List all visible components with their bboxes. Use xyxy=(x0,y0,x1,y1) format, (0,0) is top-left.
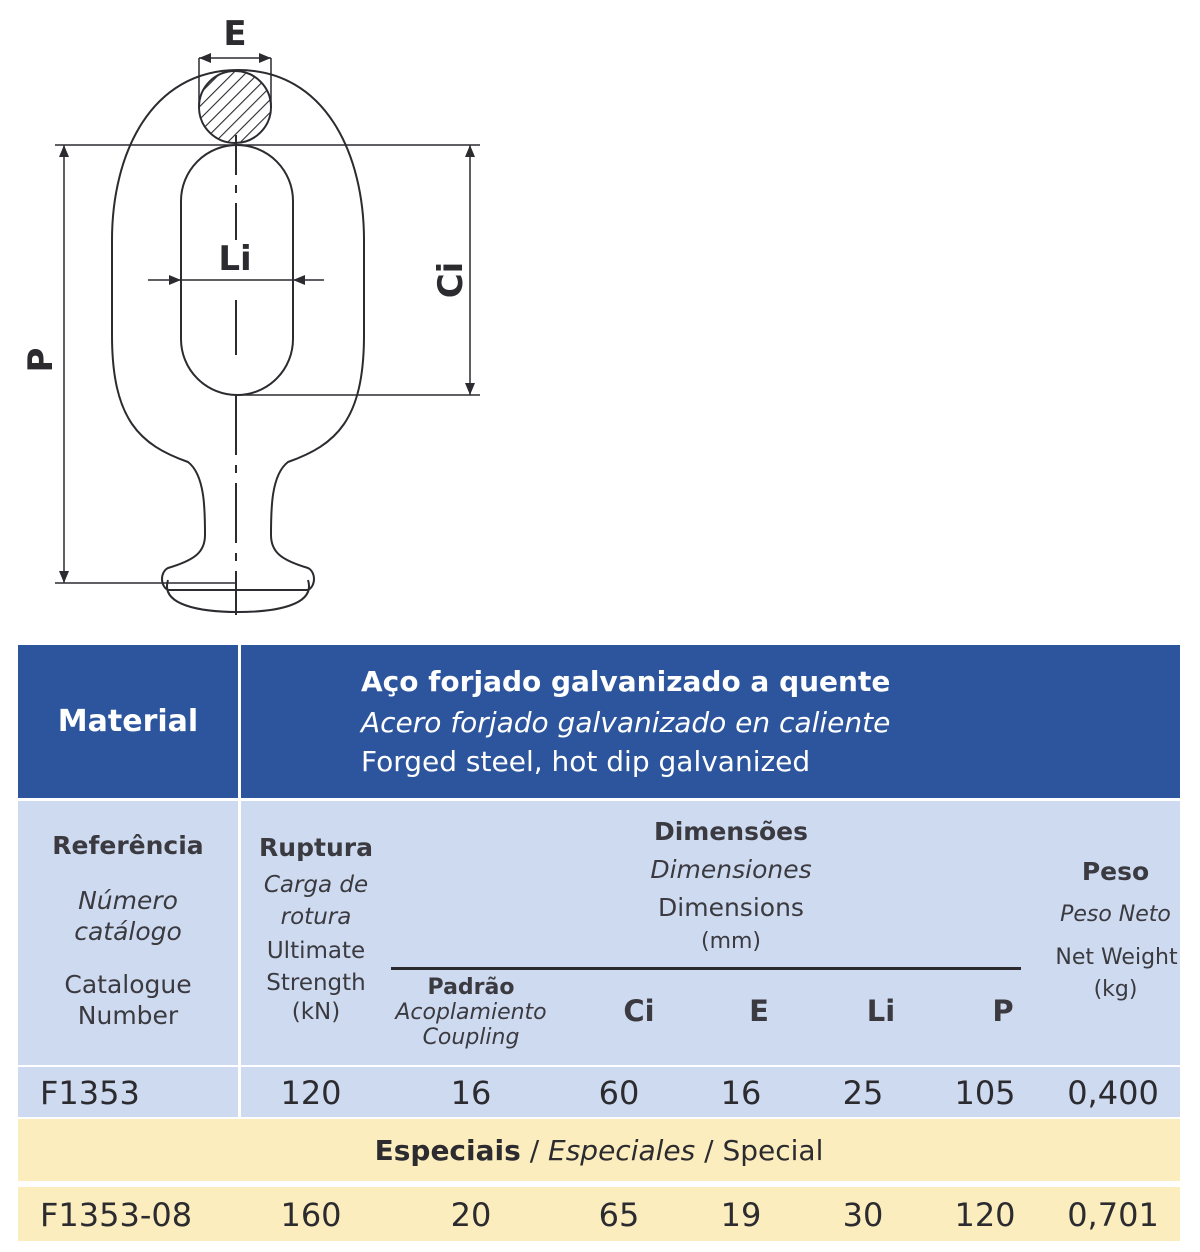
cell-pattern: 20 xyxy=(450,1196,492,1234)
dimensions-en: Dimensions xyxy=(658,893,804,922)
cell-ref: F1353 xyxy=(40,1074,140,1112)
rupture-en: Ultimate Strength xyxy=(266,938,366,996)
table-row xyxy=(18,1187,1180,1241)
cell-ref: F1353-08 xyxy=(40,1196,193,1234)
dimensions-unit: (mm) xyxy=(700,929,762,954)
col-p: P xyxy=(992,994,1014,1028)
pattern-es: Acoplamiento xyxy=(395,1000,547,1025)
material-pt: Aço forjado galvanizado a quente xyxy=(361,665,891,698)
cell-e: 19 xyxy=(720,1196,762,1234)
dim-label-e: E xyxy=(223,14,247,54)
table-row xyxy=(18,1067,1180,1117)
material-en: Forged steel, hot dip galvanized xyxy=(361,745,811,778)
cell-li: 25 xyxy=(842,1074,884,1112)
rupture-unit: (kN) xyxy=(291,999,341,1025)
special-en: Special xyxy=(722,1133,824,1167)
foot-outline xyxy=(167,580,309,612)
cell-p: 105 xyxy=(954,1074,1016,1112)
pattern-pt: Padrão xyxy=(427,975,515,1000)
dim-label-li: Li xyxy=(218,239,252,279)
pattern-en: Coupling xyxy=(422,1025,520,1050)
dimensions-header-block xyxy=(241,801,1180,1065)
cell-p: 120 xyxy=(954,1196,1016,1234)
rupture-pt: Ruptura xyxy=(259,833,373,862)
special-es: Especiales xyxy=(548,1133,696,1167)
link-outline xyxy=(112,70,364,590)
reference-pt: Referência xyxy=(52,831,204,860)
special-sep-2: / xyxy=(695,1133,723,1167)
weight-unit: (kg) xyxy=(1093,977,1138,1002)
dimensions-es: Dimensiones xyxy=(650,855,812,884)
cell-weight: 0,701 xyxy=(1067,1196,1159,1234)
technical-drawing xyxy=(0,0,620,640)
weight-pt: Peso xyxy=(1081,857,1150,886)
material-description xyxy=(241,645,1180,798)
material-label: Material xyxy=(18,645,238,798)
reference-en: Catalogue Number xyxy=(64,970,192,1030)
pin-section xyxy=(199,71,271,143)
cell-e: 16 xyxy=(720,1074,762,1112)
cell-rupture: 120 xyxy=(280,1074,342,1112)
special-pt: Especiais xyxy=(374,1133,521,1167)
spec-table xyxy=(18,645,1180,1245)
dimensions-rule xyxy=(391,967,1021,970)
cell-ci: 65 xyxy=(598,1196,640,1234)
dim-label-ci: Ci xyxy=(431,261,471,299)
cell-rupture: 160 xyxy=(280,1196,342,1234)
reference-header xyxy=(18,801,238,1065)
reference-es: Número catálogo xyxy=(74,886,182,946)
dim-label-p: P xyxy=(21,347,61,373)
dimensions-pt: Dimensões xyxy=(653,817,809,846)
col-li: Li xyxy=(866,994,896,1028)
weight-es: Peso Neto xyxy=(1060,902,1171,927)
material-es: Acero forjado galvanizado en caliente xyxy=(361,706,891,739)
col-ci: Ci xyxy=(623,994,655,1028)
cell-ci: 60 xyxy=(598,1074,640,1112)
special-sep-1: / xyxy=(520,1133,549,1167)
rupture-es: Carga de rotura xyxy=(263,872,369,930)
cell-pattern: 16 xyxy=(450,1074,492,1112)
cell-weight: 0,400 xyxy=(1067,1074,1159,1112)
col-e: E xyxy=(749,994,769,1028)
special-heading xyxy=(18,1119,1180,1181)
cell-li: 30 xyxy=(842,1196,884,1234)
weight-en: Net Weight xyxy=(1055,945,1178,970)
row-divider xyxy=(238,1067,241,1117)
